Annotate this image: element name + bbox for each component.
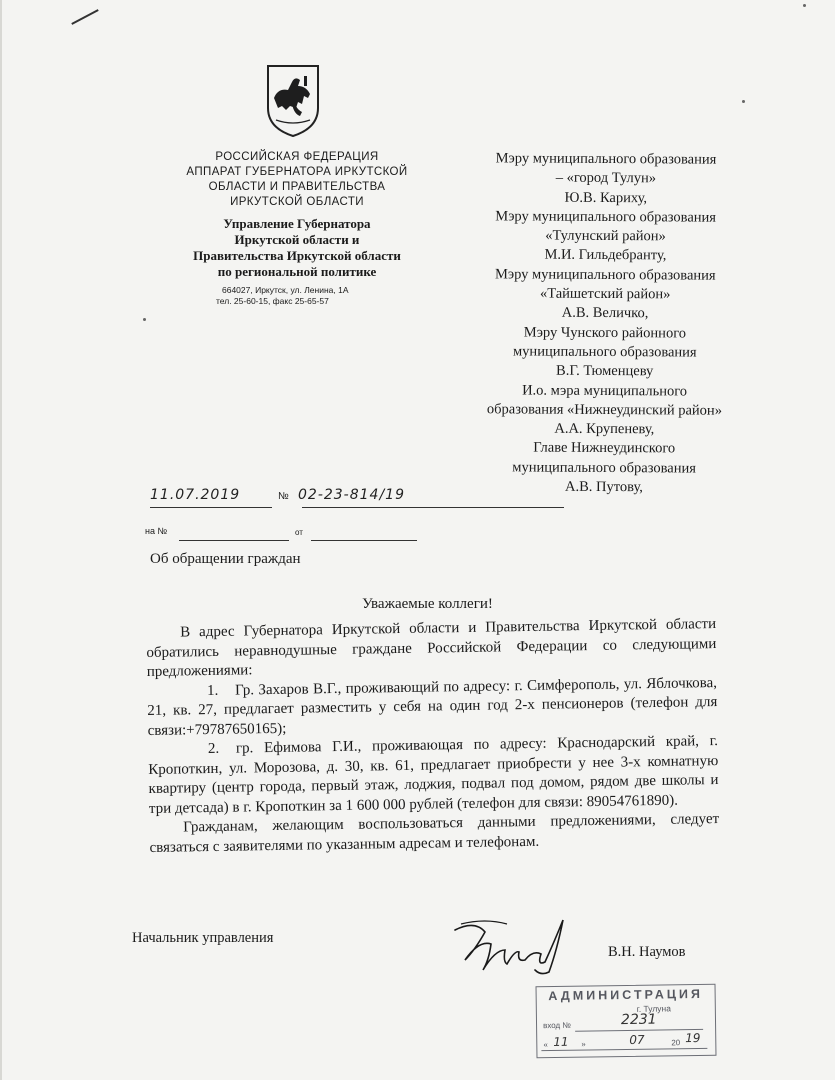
stamp-day: 11 (553, 1034, 569, 1050)
addressee-line: «Тайшетский район» (539, 285, 671, 303)
addressee-line: «Тулунский район» (545, 227, 666, 245)
coat-of-arms-icon (264, 64, 322, 138)
addressee-line: Ю.В. Кариху, (564, 189, 648, 206)
addressee-line: И.о. мэра муниципального (522, 382, 688, 400)
stamp-town: г. Тулуна (636, 1003, 671, 1014)
header-line: ИРКУТСКОЙ ОБЛАСТИ (230, 196, 364, 208)
registration-number: 02-23-814/19 (298, 487, 405, 503)
body-intro: В адрес Губернатора Иркутской области и Правительства Иркутской области обратились неравнодушные граждане Российской Федерации со следующими предложениями: (146, 616, 717, 680)
salutation: Уважаемые коллеги! (362, 596, 493, 612)
date-underline (150, 507, 272, 508)
registration-date: 11.07.2019 (150, 487, 241, 503)
letter-body (146, 615, 720, 858)
stamp-title: АДМИНИСТРАЦИЯ (548, 986, 703, 1004)
scan-edge (0, 0, 2, 1080)
list-item-text: Гр. Захаров В.Г., проживающий по адресу: г. Симферополь, ул. Яблочкова, 21, кв. 27, предлагает разместить у себя на один год 2-х пенсионеров (телефон для связи:+79787650165); (147, 674, 718, 739)
addressee-line: А.В. Величко, (561, 305, 649, 322)
addressee-line: Главе Нижнеудинского (533, 440, 676, 457)
stamp-quote-close: » (581, 1038, 586, 1049)
addressees-block (439, 149, 771, 498)
stamp-year: 19 (685, 1030, 701, 1046)
header-line: РОССИЙСКАЯ ФЕДЕРАЦИЯ (215, 151, 379, 163)
stamp-quote-open: « (543, 1039, 548, 1050)
stamp-year-prefix: 20 (671, 1038, 681, 1048)
reference-label: на № (145, 526, 168, 536)
reference-from-label: от (295, 528, 303, 537)
addressee-line: образования «Нижнеудинский район» (486, 401, 723, 419)
address-line: 664027, Иркутск, ул. Ленина, 1А (222, 285, 349, 295)
corner-pen-mark (66, 0, 106, 22)
list-item-text: гр. Ефимова Г.И., проживающая по адресу: Краснодарский край, г. Кропоткин, ул. Морозова, д. 30, кв. 61, предлагает приобрести у нее 3-х комнатную квартиру (центр города, первый этаж, лоджия, подвал под домом, рядом две школы и три детсада) в г. Кропоткин за 1 600 000 рублей (телефон для связи: 89054761890). (148, 733, 719, 817)
body-closing: Гражданам, желающим воспользоваться данными предложениями, следует связаться с заявителями по указанным адресам и телефонам. (149, 811, 720, 856)
list-item-number: 2. (207, 740, 220, 758)
registration-line (150, 485, 440, 515)
number-label: № (278, 491, 289, 502)
addressee-line: Мэру муниципального образования (495, 208, 717, 226)
addressee-line: А.А. Крупеневу, (554, 420, 655, 438)
department-name (162, 216, 432, 280)
addressee-line: Мэру муниципального образования (495, 150, 717, 168)
stamp-month: 07 (629, 1032, 645, 1047)
addressee-line: В.Г. Тюменцеву (556, 362, 654, 380)
scan-dot (742, 100, 745, 103)
scan-dot (143, 318, 146, 321)
signatory-title: Начальник управления (132, 930, 274, 946)
addressee-line: муниципального образования (512, 343, 697, 361)
reference-number-underline (179, 540, 289, 541)
incoming-stamp (536, 984, 717, 1059)
department-line: Иркутской области и (234, 232, 360, 247)
addressee-line: – «город Тулун» (555, 169, 657, 187)
scan-dot (803, 4, 806, 7)
list-item (147, 674, 718, 741)
number-underline (302, 507, 564, 508)
stamp-incoming-number: 2231 (620, 1011, 657, 1029)
addressee-line: А.В. Путову, (564, 478, 644, 496)
addressee-line: М.И. Гильдебранту, (544, 247, 667, 264)
handwritten-signature (445, 910, 585, 980)
stamp-incoming-label: вход № (542, 1020, 572, 1031)
list-item (148, 732, 719, 819)
header-line: АППАРАТ ГУБЕРНАТОРА ИРКУТСКОЙ (186, 166, 408, 178)
phone-line: тел. 25-60-15, факс 25-65-57 (216, 296, 329, 306)
list-item-number: 1. (206, 682, 219, 699)
header-line: ОБЛАСТИ И ПРАВИТЕЛЬСТВА (208, 181, 386, 193)
reference-date-underline (311, 540, 417, 541)
reference-line (145, 524, 425, 544)
addressee-line: Мэру муниципального образования (494, 266, 716, 284)
signatory-name: В.Н. Наумов (608, 944, 686, 960)
letter-subject: Об обращении граждан (150, 551, 301, 567)
department-line: Управление Губернатора (223, 216, 371, 231)
addressee-line: муниципального образования (512, 459, 696, 477)
sender-header (162, 150, 432, 307)
department-line: Правительства Иркутской области (193, 248, 401, 263)
stamp-number-underline (575, 1029, 703, 1032)
addressee-line: Мэру Чунского районного (523, 324, 687, 342)
sender-address (162, 285, 432, 307)
department-line: по региональной политике (217, 264, 377, 279)
